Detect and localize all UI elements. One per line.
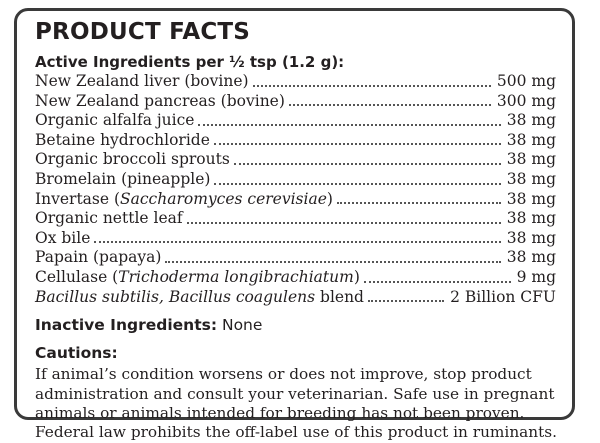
ingredient-row xyxy=(35,190,556,210)
ingredient-row xyxy=(35,131,556,151)
ingredient-row xyxy=(35,209,556,229)
ingredient-row xyxy=(35,248,556,268)
ingredient-row xyxy=(35,72,556,92)
ingredient-name-part: ) xyxy=(353,267,360,286)
ingredient-scientific-name: Bacillus subtilis, Bacillus coagulens xyxy=(35,287,316,306)
ingredient-amount: 38 mg xyxy=(506,169,556,188)
ingredient-name: Bromelain (pineapple) xyxy=(35,169,211,188)
ingredient-amount: 9 mg xyxy=(516,267,556,286)
ingredient-name: Betaine hydrochloride xyxy=(35,130,210,149)
dot-leader xyxy=(289,102,491,106)
ingredient-list xyxy=(35,72,556,307)
ingredient-row xyxy=(35,288,556,308)
ingredient-name: New Zealand pancreas (bovine) xyxy=(35,91,285,110)
panel-title: PRODUCT FACTS xyxy=(35,19,251,45)
ingredient-row xyxy=(35,268,556,288)
ingredient-amount: 38 mg xyxy=(506,150,556,169)
ingredient-name xyxy=(35,190,333,210)
dot-leader xyxy=(187,220,501,224)
dot-leader xyxy=(253,83,491,87)
ingredient-amount: 38 mg xyxy=(506,130,556,149)
ingredient-amount: 38 mg xyxy=(506,228,556,247)
cautions-text: If animal’s condition worsens or does not improve, stop product administration and consult your veterinarian. Safe use in pregnant animals or animals intended for breeding has not been proven. Federal law prohibits the off-label use of this product in ruminants. xyxy=(35,365,557,442)
dot-leader xyxy=(94,239,500,243)
ingredient-name: New Zealand liver (bovine) xyxy=(35,72,249,90)
ingredient-amount: 38 mg xyxy=(506,248,556,267)
dot-leader xyxy=(198,122,500,126)
ingredient-name xyxy=(35,268,360,288)
ingredient-name: Organic nettle leaf xyxy=(35,209,183,228)
ingredient-row xyxy=(35,150,556,170)
ingredient-amount: 38 mg xyxy=(506,111,556,130)
dot-leader xyxy=(165,259,500,263)
active-ingredients-heading: Active Ingredients per ½ tsp (1.2 g): xyxy=(35,53,345,71)
ingredient-name-part: blend xyxy=(315,287,364,306)
ingredient-row xyxy=(35,92,556,112)
inactive-ingredients xyxy=(35,316,556,335)
dot-leader xyxy=(368,298,444,302)
ingredient-row xyxy=(35,170,556,190)
ingredient-name-part: ) xyxy=(326,189,333,208)
inactive-ingredients-label: Inactive Ingredients: xyxy=(35,316,218,335)
ingredient-scientific-name: Saccharomyces cerevisiae xyxy=(120,189,327,208)
dot-leader xyxy=(337,200,501,204)
ingredient-name: Papain (papaya) xyxy=(35,248,162,267)
ingredient-amount: 38 mg xyxy=(506,189,556,208)
product-facts-panel xyxy=(14,8,575,442)
dot-leader xyxy=(234,161,501,165)
ingredient-name-part: Cellulase ( xyxy=(35,267,119,286)
ingredient-name: Organic broccoli sprouts xyxy=(35,150,230,169)
ingredient-row xyxy=(35,229,556,249)
dot-leader xyxy=(364,279,511,283)
ingredient-name xyxy=(35,288,364,308)
ingredient-amount: 500 mg xyxy=(496,72,556,90)
ingredient-amount: 300 mg xyxy=(496,91,556,110)
ingredient-amount: 2 Billion CFU xyxy=(450,287,556,306)
ingredient-name: Ox bile xyxy=(35,228,91,247)
ingredient-amount: 38 mg xyxy=(506,209,556,228)
inactive-ingredients-value: None xyxy=(221,316,263,335)
dot-leader xyxy=(214,181,500,185)
ingredient-scientific-name: Trichoderma longibrachiatum xyxy=(118,267,354,286)
ingredient-row xyxy=(35,111,556,131)
dot-leader xyxy=(214,141,501,145)
cautions-label: Cautions: xyxy=(35,344,118,363)
ingredient-name: Organic alfalfa juice xyxy=(35,111,195,130)
ingredient-name-part: Invertase ( xyxy=(35,189,121,208)
